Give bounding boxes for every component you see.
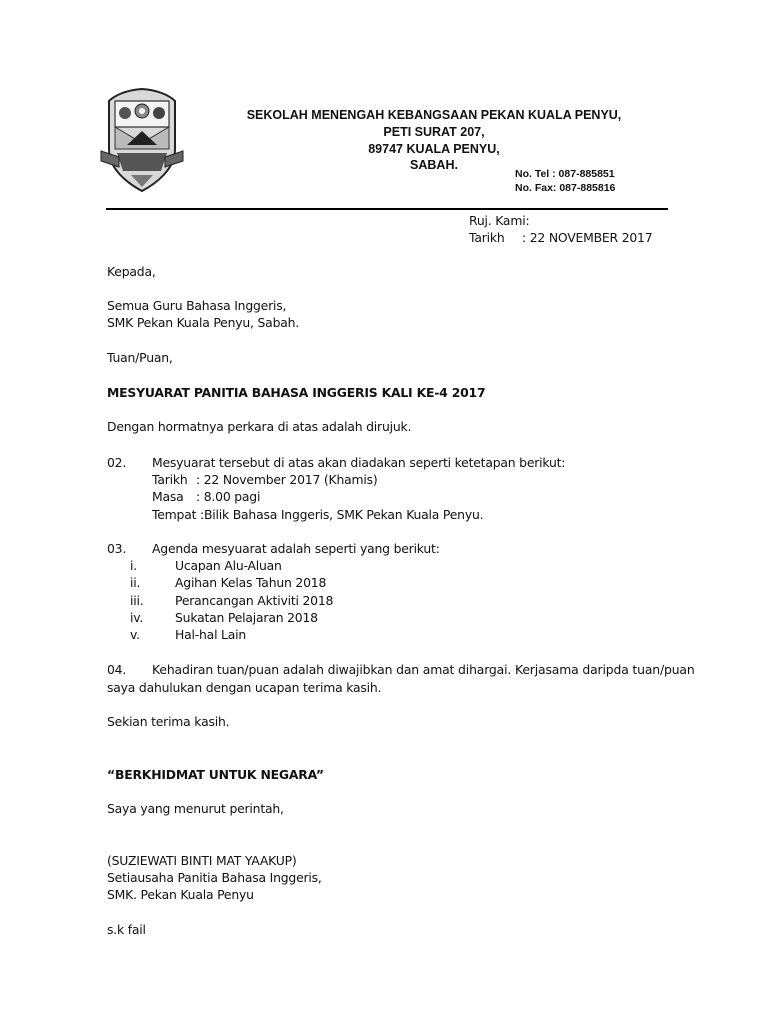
reference-label: Ruj. Kami: bbox=[469, 213, 530, 228]
kepada: Kepada, bbox=[107, 264, 156, 279]
meeting-time-value: : 8.00 pagi bbox=[196, 489, 261, 504]
meeting-date-label: Tarikh bbox=[152, 472, 188, 487]
agenda-item-label: Perancangan Aktiviti 2018 bbox=[175, 593, 334, 608]
state: SABAH. bbox=[410, 158, 458, 172]
salutation: Tuan/Puan, bbox=[107, 350, 173, 365]
agenda-item-number: iii. bbox=[130, 593, 144, 608]
closing-line: Sekian terima kasih. bbox=[107, 714, 230, 729]
signatory-org: SMK. Pekan Kuala Penyu bbox=[107, 887, 254, 902]
agenda-item-label: Agihan Kelas Tahun 2018 bbox=[175, 575, 327, 590]
para-4-line-2: saya dahulukan dengan ucapan terima kasih. bbox=[107, 680, 382, 695]
agenda-item-number: iv. bbox=[130, 610, 144, 625]
meeting-venue: Tempat :Bilik Bahasa Inggeris, SMK Pekan Kuala Penyu. bbox=[152, 507, 484, 522]
tel-number: No. Tel : 087-885851 bbox=[515, 168, 615, 180]
date-value: : 22 NOVEMBER 2017 bbox=[522, 230, 653, 245]
para-4-number: 04. bbox=[107, 662, 127, 677]
agenda-item-number: ii. bbox=[130, 575, 141, 590]
para-2-text: Mesyuarat tersebut di atas akan diadakan seperti ketetapan berikut: bbox=[152, 455, 566, 470]
date-label: Tarikh bbox=[469, 230, 505, 245]
meeting-date-value: : 22 November 2017 (Khamis) bbox=[196, 472, 378, 487]
agenda-item-label: Hal-hal Lain bbox=[175, 627, 247, 642]
subject-heading: MESYUARAT PANITIA BAHASA INGGERIS KALI KE-4 2017 bbox=[107, 385, 486, 400]
agenda-item-label: Ucapan Alu-Aluan bbox=[175, 558, 282, 573]
paragraph-1: Dengan hormatnya perkara di atas adalah dirujuk. bbox=[107, 419, 412, 434]
agenda-item-number: v. bbox=[130, 627, 140, 642]
agenda-item-label: Sukatan Pelajaran 2018 bbox=[175, 610, 318, 625]
carbon-copy: s.k fail bbox=[107, 922, 146, 937]
para-2-number: 02. bbox=[107, 455, 127, 470]
meeting-time-label: Masa bbox=[152, 489, 184, 504]
para-3-text: Agenda mesyuarat adalah seperti yang berikut: bbox=[152, 541, 440, 556]
po-box: PETI SURAT 207, bbox=[383, 125, 485, 139]
para-3-number: 03. bbox=[107, 541, 127, 556]
signatory-name: (SUZIEWATI BINTI MAT YAAKUP) bbox=[107, 853, 297, 868]
motto: “BERKHIDMAT UNTUK NEGARA” bbox=[107, 767, 324, 782]
school-name: SEKOLAH MENENGAH KEBANGSAAN PEKAN KUALA PENYU, bbox=[246, 108, 622, 122]
fax-number: No. Fax: 087-885816 bbox=[515, 182, 616, 194]
signoff: Saya yang menurut perintah, bbox=[107, 801, 284, 816]
para-4-line-1: Kehadiran tuan/puan adalah diwajibkan dan amat dihargai. Kerjasama daripda tuan/puan bbox=[152, 662, 695, 677]
header-divider bbox=[106, 208, 668, 210]
signatory-title: Setiausaha Panitia Bahasa Inggeris, bbox=[107, 870, 322, 885]
agenda-item-number: i. bbox=[130, 558, 137, 573]
school-crest-logo bbox=[97, 87, 187, 194]
recipient-line-2: SMK Pekan Kuala Penyu, Sabah. bbox=[107, 315, 300, 330]
recipient-line-1: Semua Guru Bahasa Inggeris, bbox=[107, 298, 287, 313]
postcode-town: 89747 KUALA PENYU, bbox=[368, 142, 500, 156]
